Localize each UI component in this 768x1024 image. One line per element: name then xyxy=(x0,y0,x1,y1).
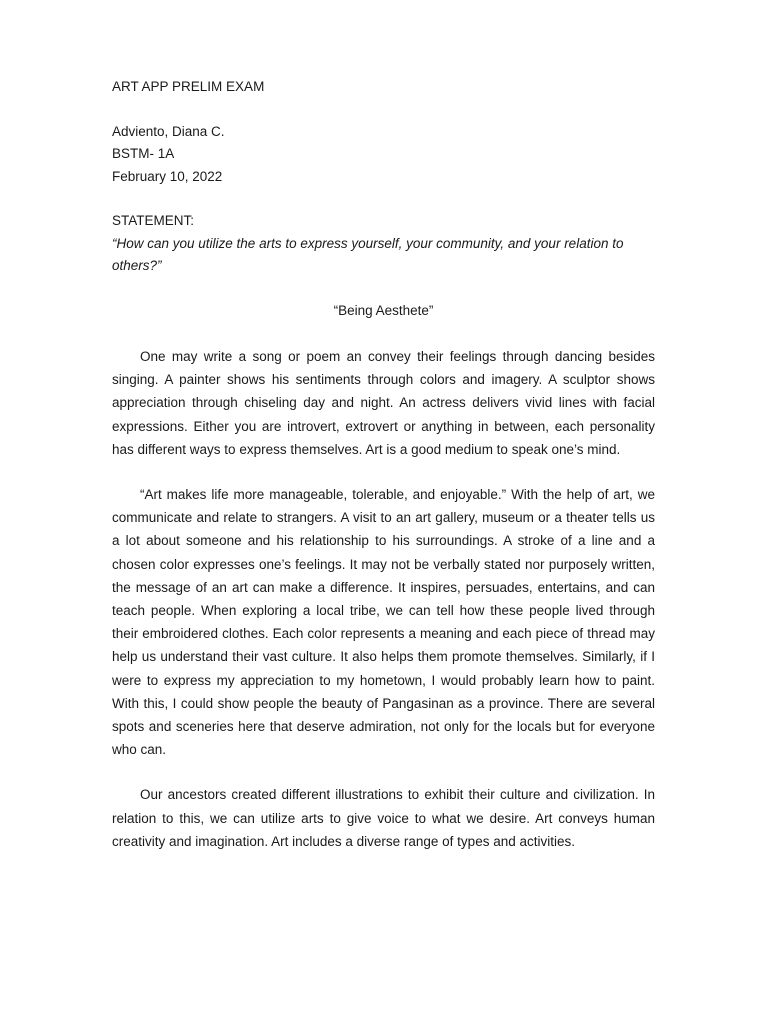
document-page xyxy=(112,76,655,875)
statement-label: STATEMENT: xyxy=(112,213,195,228)
exam-date: February 10, 2022 xyxy=(112,168,223,184)
student-info xyxy=(112,121,655,189)
student-section: BSTM- 1A xyxy=(112,146,175,161)
essay-title: “Being Aesthete” xyxy=(333,302,434,318)
essay-paragraph-3: Our ancestors created different illustrations to exhibit their culture and civilization. In relation to this, we can utilize arts to give voice to what we desire. Art conveys human creativity and imagination. Art includes a diverse range of types and activities. xyxy=(112,787,655,849)
statement-question: “How can you utilize the arts to express yourself, your community, and your relation to others?” xyxy=(112,235,624,273)
essay-paragraph-2: “Art makes life more manageable, tolerable, and enjoyable.” With the help of art, we communicate and relate to strangers. A visit to an art gallery, museum or a theater tells us a lot about someone and his relationship to his surroundings. A stroke of a line and a chosen color expresses one’s feelings. It may not be verbally stated nor purposely written, the message of an art can make a difference. It inspires, persuades, entertains, and can teach people. When exploring a local tribe, we can tell how these people lived through their embroidered clothes. Each color represents a meaning and each piece of thread may help us understand their vast culture. It also helps them promote themselves. Similarly, if I were to express my appreciation to my hometown, I would probably learn how to paint. With this, I could show people the beauty of Pangasinan as a province. There are several spots and sceneries here that deserve admiration, not only for the locals but for everyone who can. xyxy=(112,487,655,758)
essay-paragraph-1: One may write a song or poem an convey their feelings through dancing besides singing. A painter shows his sentiments through colors and imagery. A sculptor shows appreciation through chiseling day and night. An actress delivers vivid lines with facial expressions. Either you are introvert, extrovert or anything in between, each personality has different ways to express themselves. Art is a good medium to speak one’s mind. xyxy=(112,349,655,457)
exam-title: ART APP PRELIM EXAM xyxy=(112,79,265,94)
student-name: Adviento, Diana C. xyxy=(112,123,225,139)
